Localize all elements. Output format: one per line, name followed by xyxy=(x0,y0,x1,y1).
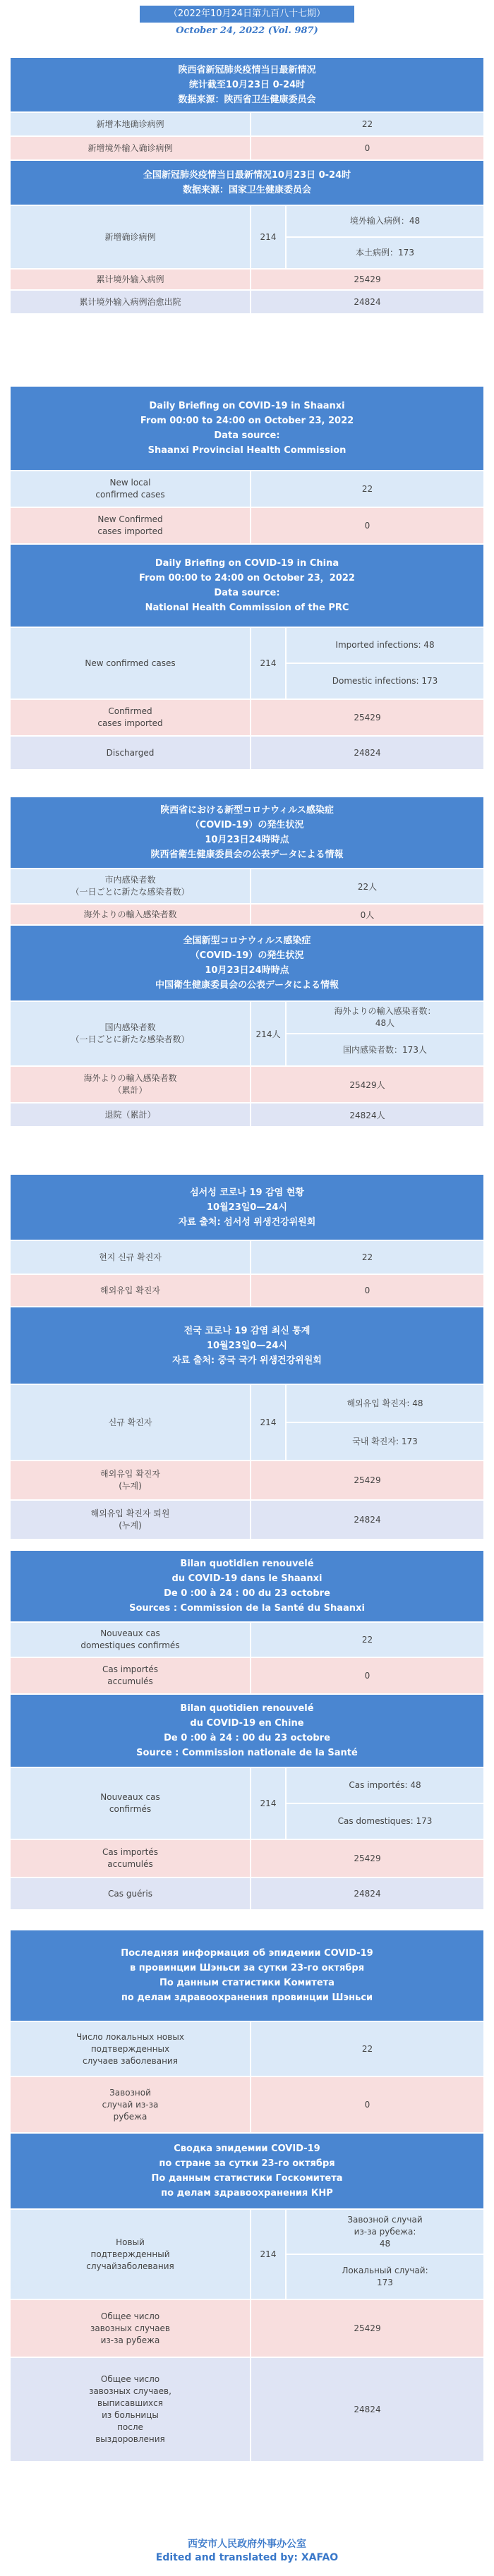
row-breakdown xyxy=(285,628,483,699)
row-label: 海外よりの輸入感染者数 （累計） xyxy=(83,1073,177,1095)
domestic-count: 国内感染者数：173人 xyxy=(287,1033,483,1065)
header-line: 10月23日24時時点 xyxy=(205,965,289,976)
row-value: 24824 xyxy=(250,1501,483,1539)
local-header xyxy=(11,1551,483,1621)
row-breakdown xyxy=(285,1385,483,1460)
header-line: From 00:00 to 24:00 on October 23, 2022 xyxy=(140,416,354,426)
row-total: 214 xyxy=(250,1768,285,1839)
header-line: du COVID-19 en Chine xyxy=(190,1718,304,1729)
row-label: Новый подтвержденный случайзаболевания xyxy=(86,2237,174,2271)
table-row xyxy=(11,2021,483,2076)
row-label: New confirmed cases xyxy=(85,658,176,668)
row-label: 累计境外输入病例 xyxy=(96,274,164,284)
row-label: Cas guéris xyxy=(108,1888,152,1899)
row-value: 24824 xyxy=(250,1878,483,1909)
imported-count: 海外よりの輸入感染者数： 48人 xyxy=(334,1006,436,1028)
new-confirmed-row xyxy=(11,1767,483,1839)
row-label: New local confirmed cases xyxy=(95,478,165,500)
national-header xyxy=(11,1306,483,1384)
national-header xyxy=(11,2132,483,2208)
local-header xyxy=(11,1930,483,2021)
imported-count: Imported infections: 48 xyxy=(335,640,435,650)
header-line: 全国新型コロナウィルス感染症 xyxy=(183,936,311,946)
row-label: 신규 확진자 xyxy=(108,1417,152,1427)
header-line: Data source: xyxy=(214,430,280,441)
domestic-count: Domestic infections: 173 xyxy=(287,663,483,699)
row-label: 退院（累計） xyxy=(104,1109,156,1120)
national-header xyxy=(11,924,483,1000)
row-label: 해외유입 확진자 (누계) xyxy=(100,1469,160,1491)
header-line: По данным статистики Госкомитета xyxy=(151,2173,343,2184)
row-value: 22 xyxy=(250,113,483,135)
row-value: 0 xyxy=(250,137,483,159)
row-label: 해외유입 확진자 xyxy=(100,1285,160,1295)
row-label: 累计境外输入病例治愈出院 xyxy=(79,296,181,307)
row-total: 214 xyxy=(250,2210,285,2299)
row-label: Cas importés accumulés xyxy=(102,1664,159,1686)
table-row xyxy=(11,1102,483,1126)
header-line: Data source: xyxy=(214,588,280,598)
table-row xyxy=(11,111,483,135)
imported-count: 해외유입 확진자: 48 xyxy=(347,1398,423,1408)
header-line: Daily Briefing on COVID-19 in Shaanxi xyxy=(149,401,345,411)
new-confirmed-row xyxy=(11,1000,483,1065)
row-label: Завозной случай из-за рубежа xyxy=(102,2087,159,2122)
national-header xyxy=(11,159,483,205)
imported-count: 境外输入病例：48 xyxy=(349,216,421,226)
domestic-count: Cas domestiques: 173 xyxy=(287,1803,483,1839)
header-line: 섬서성 코로나 19 감염 현황 xyxy=(190,1187,304,1198)
row-value: 25429 xyxy=(250,2300,483,2357)
row-label: Общее число завозных случаев, выписавшихся из больницы после выздоровления xyxy=(89,2374,171,2444)
row-value: 0 xyxy=(250,1658,483,1693)
new-confirmed-row xyxy=(11,205,483,268)
table-row xyxy=(11,2076,483,2132)
row-value: 0 xyxy=(250,508,483,543)
table-row xyxy=(11,868,483,903)
row-value: 25429 xyxy=(250,1840,483,1877)
row-value: 25429人 xyxy=(250,1067,483,1102)
header-line: （COVID-19）の発生状況 xyxy=(190,820,304,830)
row-breakdown xyxy=(285,206,483,268)
row-label: Nouveaux cas domestiques confirmés xyxy=(80,1628,180,1650)
table-row xyxy=(11,1274,483,1306)
header-line: From 00:00 to 24:00 on October 23，2022 xyxy=(139,573,355,583)
row-value: 24824 xyxy=(250,291,483,313)
section-fr xyxy=(11,1551,483,1909)
row-value: 22 xyxy=(250,2022,483,2076)
local-header xyxy=(11,797,483,868)
header-line: по стране за сутки 23-го октября xyxy=(159,2158,335,2169)
table-row xyxy=(11,1499,483,1539)
table-row xyxy=(11,1065,483,1102)
row-total: 214 xyxy=(250,206,285,268)
table-row xyxy=(11,507,483,543)
header-line: （COVID-19）の発生状況 xyxy=(190,950,304,961)
row-breakdown xyxy=(285,2210,483,2299)
row-label: Cas importés accumulés xyxy=(102,1847,159,1869)
row-value: 0人 xyxy=(250,905,483,924)
row-value: 22人 xyxy=(250,869,483,903)
header-line: 전국 코로나 19 감염 최신 통계 xyxy=(183,1325,311,1336)
row-total: 214 xyxy=(250,628,285,699)
header-line: Source : Commission nationale de la Santé xyxy=(136,1748,358,1758)
header-line: в провинции Шэньси за сутки 23-го октября xyxy=(129,1963,365,1973)
footer-credit: Edited and translated by: XAFAO xyxy=(155,2552,339,2563)
local-header xyxy=(11,58,483,111)
header-line: 陕西省衛生健康委員会の公表データによる情報 xyxy=(150,849,344,860)
imported-count: Завозной случай из-за рубежа: 48 xyxy=(347,2214,423,2249)
local-header xyxy=(11,1175,483,1240)
row-label: New Confirmed cases imported xyxy=(97,514,163,536)
header-line: National Health Commission of the PRC xyxy=(145,603,349,613)
row-breakdown xyxy=(285,1768,483,1839)
row-label: Общее число завозных случаев из-за рубежа xyxy=(90,2311,171,2345)
table-row xyxy=(11,1240,483,1274)
header-line: 全国新冠肺炎疫情当日最新情况10月23日 0-24时 xyxy=(143,170,351,181)
row-label: 해외유입 확진자 퇴원 (누계) xyxy=(90,1508,170,1530)
header-line: 数据来源：国家卫生健康委员会 xyxy=(182,185,311,195)
row-label: Discharged xyxy=(106,747,155,758)
row-value: 22 xyxy=(250,471,483,507)
footer-org: 西安市人民政府外事办公室 xyxy=(188,2539,306,2550)
header-line: 中国衛生健康委員会の公表データによる情報 xyxy=(155,980,339,991)
table-row xyxy=(11,135,483,159)
table-row xyxy=(11,2299,483,2357)
header-line: Shaanxi Provincial Health Commission xyxy=(147,445,347,456)
row-label: 新增确诊病例 xyxy=(104,231,156,242)
section-cn xyxy=(11,58,483,313)
table-row xyxy=(11,1621,483,1657)
header-line: Последняя информация об эпидемии COVID-19 xyxy=(121,1948,373,1959)
row-label: Nouveaux cas confirmés xyxy=(100,1792,160,1814)
row-label: 현지 신규 확진자 xyxy=(99,1252,162,1262)
header-line: De 0 :00 à 24 : 00 du 23 octobre xyxy=(164,1733,330,1743)
header-line: Daily Briefing on COVID-19 in China xyxy=(155,558,339,569)
header-line: 자료 출처: 섬서성 위생건강위원회 xyxy=(178,1216,316,1228)
row-label: 海外よりの輸入感染者数 xyxy=(83,909,177,919)
row-label: 新增境外输入确诊病例 xyxy=(88,143,173,153)
header-line: Bilan quotidien renouvelé xyxy=(180,1703,314,1714)
table-row xyxy=(11,289,483,313)
header-line: 10월23일0—24시 xyxy=(207,1340,287,1351)
table-row xyxy=(11,903,483,924)
row-value: 24824人 xyxy=(250,1103,483,1126)
header-line: 자료 출처: 중국 국가 위생건강위원회 xyxy=(172,1355,322,1366)
imported-count: Cas importés: 48 xyxy=(349,1780,421,1790)
header-line: De 0 :00 à 24 : 00 du 23 octobre xyxy=(164,1588,330,1599)
row-total: 214 xyxy=(250,1385,285,1460)
row-value: 0 xyxy=(250,1275,483,1306)
row-value: 22 xyxy=(250,1623,483,1657)
table-row xyxy=(11,735,483,769)
row-value: 22 xyxy=(250,1241,483,1274)
issue-subtitle: October 24, 2022 (Vol. 987) xyxy=(176,25,318,36)
header-line: 10월23일0—24시 xyxy=(207,1202,287,1213)
header-line: 陕西省における新型コロナウィルス感染症 xyxy=(160,805,334,816)
row-label: Confirmed cases imported xyxy=(97,706,163,728)
row-value: 25429 xyxy=(250,1461,483,1499)
row-breakdown xyxy=(285,1002,483,1065)
national-header xyxy=(11,1693,483,1767)
header-line: по делам здравоохранения провинции Шэньси xyxy=(121,1993,373,2003)
row-label: 新增本地确诊病例 xyxy=(96,119,164,129)
row-label: 市内感染者数 （一日ごとに新たな感染者数） xyxy=(71,875,190,897)
row-value: 24824 xyxy=(250,737,483,769)
table-row xyxy=(11,1460,483,1499)
table-row xyxy=(11,1657,483,1693)
header-line: Sources : Commission de la Santé du Shaanxi xyxy=(129,1603,365,1614)
new-confirmed-row xyxy=(11,2208,483,2299)
issue-banner: （2022年10月24日第九百八十七期） xyxy=(140,6,354,23)
table-row xyxy=(11,2357,483,2461)
local-header xyxy=(11,387,483,470)
header-line: Bilan quotidien renouvelé xyxy=(180,1559,314,1569)
header-line: 10月23日24時時点 xyxy=(205,835,289,845)
table-row xyxy=(11,699,483,735)
header-line: 数据来源：陕西省卫生健康委员会 xyxy=(178,94,316,105)
section-kr xyxy=(11,1175,483,1539)
row-label: Число локальных новых подтвержденных случаев заболевания xyxy=(76,2031,184,2066)
row-value: 24824 xyxy=(250,2358,483,2461)
header-line: 统计截至10月23日 0-24时 xyxy=(188,79,306,90)
table-row xyxy=(11,470,483,507)
table-row xyxy=(11,268,483,289)
domestic-count: 국내 확진자: 173 xyxy=(287,1422,483,1460)
domestic-count: 本土病例：173 xyxy=(287,236,483,268)
row-label: 国内感染者数 （一日ごとに新たな感染者数） xyxy=(71,1022,190,1044)
section-ru xyxy=(11,1930,483,2461)
row-value: 25429 xyxy=(250,270,483,289)
header-line: по делам здравоохранения КНР xyxy=(161,2188,333,2199)
new-confirmed-row xyxy=(11,627,483,699)
header-line: 陕西省新冠肺炎疫情当日最新情况 xyxy=(178,64,316,75)
section-jp xyxy=(11,797,483,1126)
section-en xyxy=(11,387,483,769)
table-row xyxy=(11,1877,483,1909)
national-header xyxy=(11,543,483,627)
row-value: 25429 xyxy=(250,700,483,735)
row-total: 214人 xyxy=(250,1002,285,1065)
header-line: По данным статистики Комитета xyxy=(159,1978,335,1988)
new-confirmed-row xyxy=(11,1384,483,1460)
table-row xyxy=(11,1839,483,1877)
row-value: 0 xyxy=(250,2077,483,2132)
header-line: du COVID-19 dans le Shaanxi xyxy=(171,1573,323,1584)
header-line: Сводка эпидемии COVID-19 xyxy=(174,2143,320,2154)
domestic-count: Локальный случай: 173 xyxy=(287,2254,483,2299)
